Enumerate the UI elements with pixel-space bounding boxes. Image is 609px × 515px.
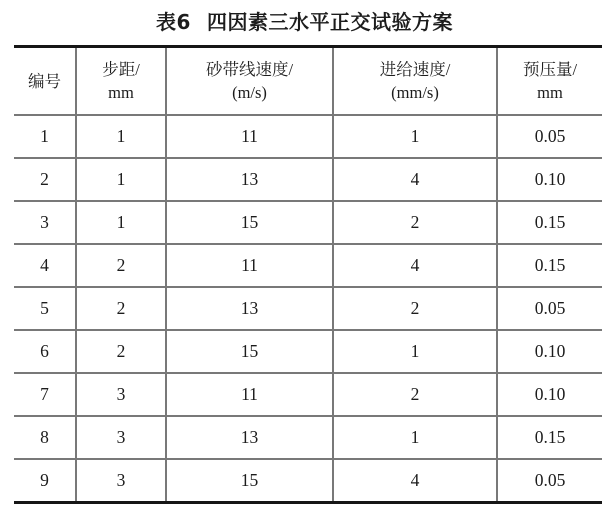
table-cell: 0.10 (497, 373, 602, 416)
table-cell: 13 (166, 158, 333, 201)
table-cell: 4 (14, 244, 76, 287)
col-header-preload: 预压量/ mm (497, 47, 602, 116)
table-cell: 2 (76, 330, 166, 373)
table-cell: 6 (14, 330, 76, 373)
table-cell: 1 (14, 115, 76, 158)
table-row (14, 416, 602, 459)
table-cell: 3 (76, 459, 166, 503)
table-cell: 2 (76, 287, 166, 330)
table-cell: 3 (76, 373, 166, 416)
table-cell: 0.10 (497, 158, 602, 201)
table-cell: 2 (333, 287, 497, 330)
table-row (14, 115, 602, 158)
table-row (14, 158, 602, 201)
table-row (14, 201, 602, 244)
table-cell: 15 (166, 201, 333, 244)
table-cell: 9 (14, 459, 76, 503)
table-caption-label: 表6 (156, 10, 191, 34)
header-row (14, 47, 602, 116)
table-cell: 0.15 (497, 416, 602, 459)
orthogonal-test-table (14, 45, 602, 504)
table-cell: 1 (333, 330, 497, 373)
col-header-step: 步距/ mm (76, 47, 166, 116)
table-row (14, 244, 602, 287)
table-cell: 11 (166, 244, 333, 287)
table-row (14, 373, 602, 416)
table-cell: 7 (14, 373, 76, 416)
table-cell: 2 (76, 244, 166, 287)
table-cell: 11 (166, 115, 333, 158)
table-cell: 2 (333, 373, 497, 416)
table-cell: 1 (76, 115, 166, 158)
table-cell: 4 (333, 158, 497, 201)
col-header-feed-speed: 进给速度/ (mm/s) (333, 47, 497, 116)
table-cell: 1 (333, 115, 497, 158)
col-header-belt-speed: 砂带线速度/ (m/s) (166, 47, 333, 116)
table-cell: 8 (14, 416, 76, 459)
table-cell: 11 (166, 373, 333, 416)
table-caption (0, 0, 609, 37)
table-cell: 1 (76, 158, 166, 201)
table-cell: 13 (166, 416, 333, 459)
table-cell: 2 (333, 201, 497, 244)
table-cell: 15 (166, 330, 333, 373)
table-cell: 3 (76, 416, 166, 459)
table-cell: 0.15 (497, 244, 602, 287)
table-cell: 13 (166, 287, 333, 330)
col-header-number: 编号 (14, 47, 76, 116)
table-cell: 1 (333, 416, 497, 459)
table-cell: 15 (166, 459, 333, 503)
table-cell: 5 (14, 287, 76, 330)
table-caption-title: 四因素三水平正交试验方案 (206, 10, 453, 34)
table-cell: 0.05 (497, 459, 602, 503)
table-cell: 0.05 (497, 287, 602, 330)
table-cell: 2 (14, 158, 76, 201)
table-cell: 0.15 (497, 201, 602, 244)
table-cell: 0.05 (497, 115, 602, 158)
table-cell: 1 (76, 201, 166, 244)
table-cell: 0.10 (497, 330, 602, 373)
table-row (14, 287, 602, 330)
table-row (14, 459, 602, 503)
table-row (14, 330, 602, 373)
table-cell: 3 (14, 201, 76, 244)
table-cell: 4 (333, 244, 497, 287)
table-cell: 4 (333, 459, 497, 503)
